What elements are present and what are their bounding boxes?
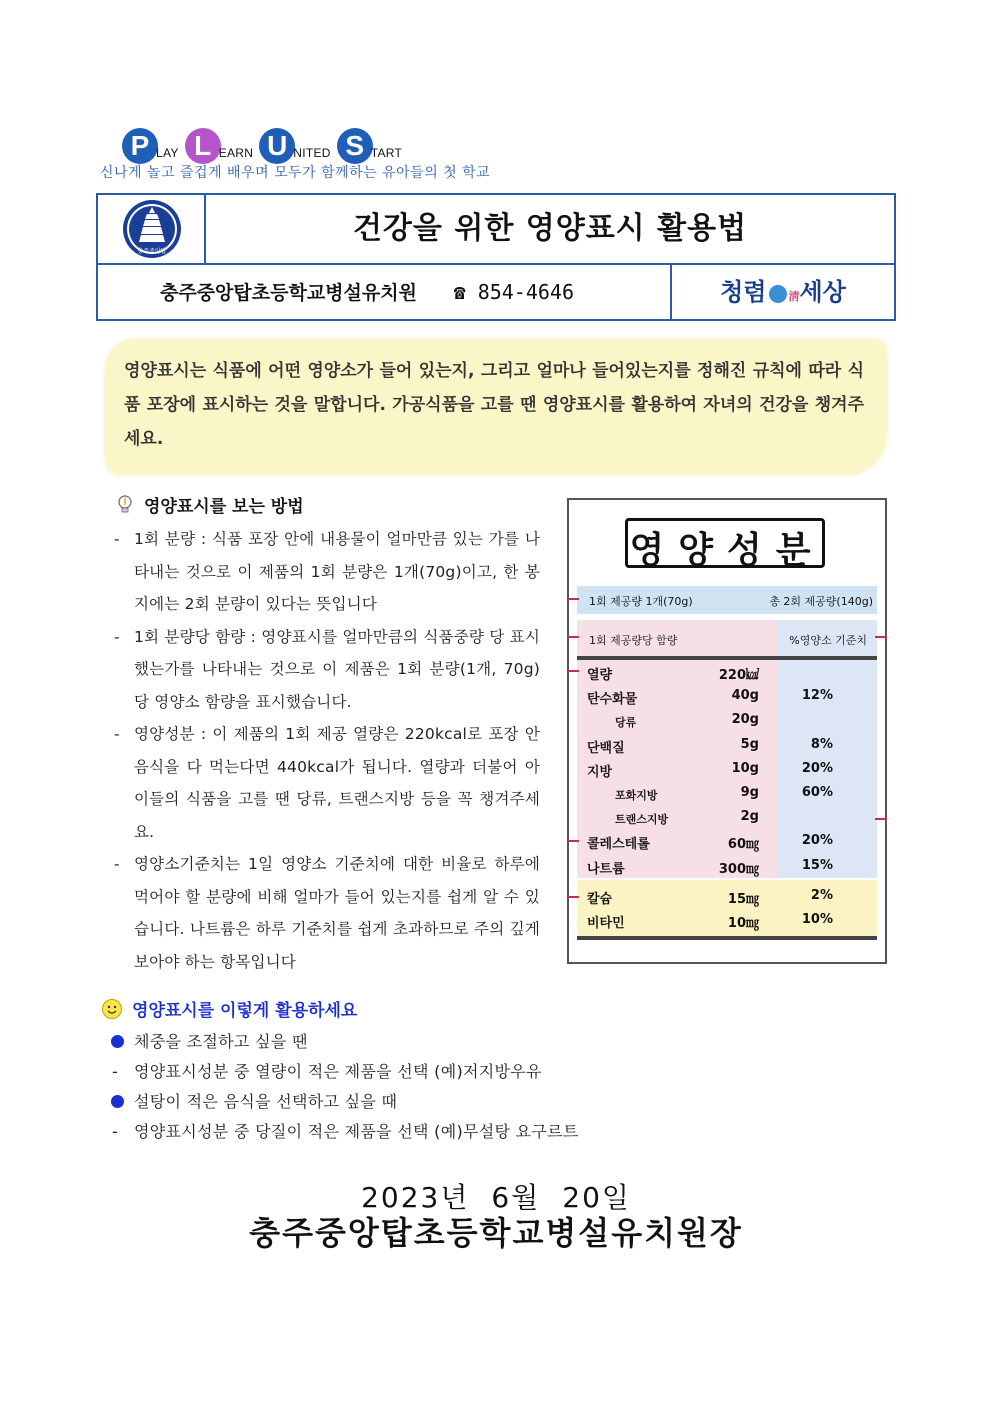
slogan-learn [185, 128, 254, 164]
clean-logo-right: 세상 [799, 277, 846, 306]
nutrition-row [577, 908, 877, 932]
nutrition-row [577, 660, 877, 684]
per-serving-label: 1회 제공량당 함량 [589, 634, 678, 647]
usage-title [102, 996, 357, 1021]
nutrient-name: 나트륨 [587, 861, 625, 877]
pointer-mark [567, 598, 579, 600]
slogan-united [259, 128, 331, 164]
nutrient-name: 콜레스테롤 [587, 837, 650, 853]
nutrient-name: 지방 [587, 764, 613, 780]
nutrient-percent: 2% [810, 887, 833, 903]
kindergarten-name: 충주중앙탑초등학교병설유치원 [160, 282, 417, 304]
usage-title-text: 영양표시를 이렇게 활용하세요 [132, 1001, 358, 1021]
how-to-item: - 1회 분량당 함량 : 영양표시를 얼마만큼의 식품중량 당 표시했는가를 나타내는 것으로 이 제품은 1회 분량(1개, 70g)당 영양소 함량을 표시했습니다. [114, 627, 540, 711]
nutrition-row [577, 757, 877, 781]
usage-list [110, 1027, 579, 1147]
nutrient-amount: 15㎎ [727, 891, 759, 907]
usage-line: - 영양표시성분 중 당질이 적은 제품을 선택 (예)무설탕 요구르트 [112, 1122, 579, 1141]
pagoda-emblem-icon [98, 195, 206, 263]
bullet-dot-icon [111, 1035, 124, 1048]
clean-logo-left: 청렴 [720, 277, 767, 306]
clean-logo-circle-icon [769, 285, 787, 303]
nutrition-row [577, 805, 877, 829]
slogan-subtitle: 신나게 놀고 즐겁게 배우며 모두가 함께하는 유아들의 첫 학교 [100, 165, 491, 181]
serving-size: 1회 제공량 1개(70g) [589, 595, 693, 608]
nutrient-name: 열량 [587, 668, 613, 683]
table-bottom-divider [577, 936, 877, 940]
signature: 충주중앙탑초등학교병설유치원장 [249, 1214, 743, 1252]
slogan [122, 124, 408, 164]
usage-line: 체중을 조절하고 싶을 땐 [110, 1027, 579, 1057]
nutrient-name: 탄수화물 [587, 692, 638, 708]
nutrient-name: 단백질 [587, 740, 625, 756]
pointer-mark [567, 840, 579, 842]
nutrient-name: 포화지방 [615, 789, 658, 802]
how-to-item: - 영양소기준치는 1일 영양소 기준치에 대한 비율로 하루에 먹어야 할 분량에 비해 얼마가 들어 있는지를 쉽게 알 수 있습니다. 나트륨은 하루 기준치를 쉽게 초과하므로 주의 깊게 보아야 하는 항목입니다 [114, 855, 540, 971]
usage-line: - 영양표시성분 중 열량이 적은 제품을 선택 (예)저지방우유 [112, 1062, 542, 1081]
nutrition-row [577, 708, 877, 732]
phone-number [454, 280, 574, 304]
pointer-mark [567, 896, 579, 898]
slogan-play [122, 128, 179, 164]
nutrient-percent: 60% [801, 785, 833, 800]
nutrient-percent: 20% [801, 760, 833, 776]
nutrition-facts-panel [567, 498, 887, 964]
nutrient-percent: 12% [801, 688, 833, 704]
date-month: 6월 [491, 1181, 541, 1214]
nutrition-row [577, 733, 877, 757]
nutrient-amount: 2g [740, 809, 759, 825]
nutrition-row [577, 884, 877, 908]
daily-value-label: %영양소 기준치 [789, 634, 867, 647]
header-info-row [98, 265, 894, 319]
slogan-letter: S [337, 128, 373, 164]
nutrition-title: 영양성분 [629, 530, 825, 571]
slogan-rest: LAY [156, 146, 179, 160]
nutrient-amount: 40g [731, 688, 759, 704]
usage-line: 설탕이 적은 음식을 선택하고 싶을 때 [110, 1087, 579, 1117]
slogan-letter: U [259, 128, 295, 164]
nutrient-amount: 9g [740, 785, 759, 800]
document-header [96, 193, 896, 321]
nutrition-row [577, 854, 877, 878]
nutrient-amount: 10㎎ [727, 916, 759, 931]
per-serving-header [577, 620, 877, 656]
nutrient-amount: 60㎎ [727, 837, 759, 853]
phone-value: 854-4646 [477, 280, 575, 304]
nutrient-name: 트랜스지방 [615, 813, 669, 827]
emblem-text: 충주중앙탑 [137, 248, 167, 255]
phone-icon: ☎ [453, 280, 466, 304]
nutrient-amount: 220㎉ [718, 668, 759, 683]
nutrition-row [577, 829, 877, 853]
slogan-letter: L [185, 128, 221, 164]
kindergarten-info [98, 265, 672, 319]
how-to-item: - 영양성분 : 이 제품의 1회 제공 열량은 220kcal로 포장 안 음식을 다 먹는다면 440kcal가 됩니다. 열량과 더불어 아이들의 식품을 고를 땐 당류, 트랜스지방 등을 꼭 챙겨주세요. [114, 725, 540, 841]
clean-logo-middle: 淸 [788, 290, 800, 303]
nutrient-amount: 20g [731, 712, 759, 728]
clean-world-logo [672, 265, 894, 319]
total-servings: 총 2회 제공량(140g) [769, 595, 873, 608]
nutrient-amount: 300㎎ [718, 861, 759, 877]
how-to-list [110, 523, 540, 978]
slogan-rest: EARN [218, 146, 254, 160]
how-to-title [116, 492, 304, 517]
pointer-mark [875, 636, 887, 638]
intro-note: 영양표시는 식품에 어떤 영양소가 들어 있는지, 그리고 얼마나 들어있는지를 정해진 규칙에 따라 식품 포장에 표시하는 것을 말합니다. 가공식품을 고를 땐 영양표시를 활용하여 자녀의 건강을 챙겨주세요. [106, 340, 886, 474]
nutrient-percent: 20% [801, 833, 833, 849]
nutrition-row [577, 781, 877, 805]
nutrient-percent: 10% [801, 912, 833, 927]
slogan-start [337, 128, 402, 164]
lightbulb-icon [116, 494, 134, 516]
nutrient-name: 당류 [615, 716, 637, 730]
smiley-icon [102, 999, 122, 1019]
serving-header [577, 586, 877, 614]
slogan-rest: NITED [293, 146, 331, 160]
nutrient-percent: 8% [810, 736, 833, 752]
header-title-row [98, 195, 894, 265]
pointer-mark [567, 670, 579, 672]
school-emblem [98, 195, 206, 263]
date-day: 20일 [562, 1181, 631, 1214]
page-title: 건강을 위한 영양표시 활용법 [352, 211, 748, 246]
nutrient-amount: 10g [731, 760, 759, 776]
bullet-dot-icon [111, 1095, 124, 1108]
nutrient-name: 칼슘 [587, 891, 613, 907]
nutrient-percent: 15% [801, 857, 833, 873]
nutrient-amount: 5g [740, 736, 759, 752]
how-to-title-text: 영양표시를 보는 방법 [144, 497, 304, 517]
pointer-mark [875, 818, 887, 820]
slogan-letter: P [122, 128, 158, 164]
nutrition-row [577, 684, 877, 708]
pointer-mark [567, 636, 579, 638]
slogan-rest: TART [370, 146, 403, 160]
nutrient-name: 비타민 [587, 916, 625, 931]
date-year: 2023년 [361, 1181, 470, 1214]
how-to-item: - 1회 분량 : 식품 포장 안에 내용물이 얼마만큼 있는 가를 나타내는 것으로 이 제품의 1회 분량은 1개(70g)이고, 한 봉지에는 2회 분량이 있다는 뜻입니다 [114, 530, 540, 613]
